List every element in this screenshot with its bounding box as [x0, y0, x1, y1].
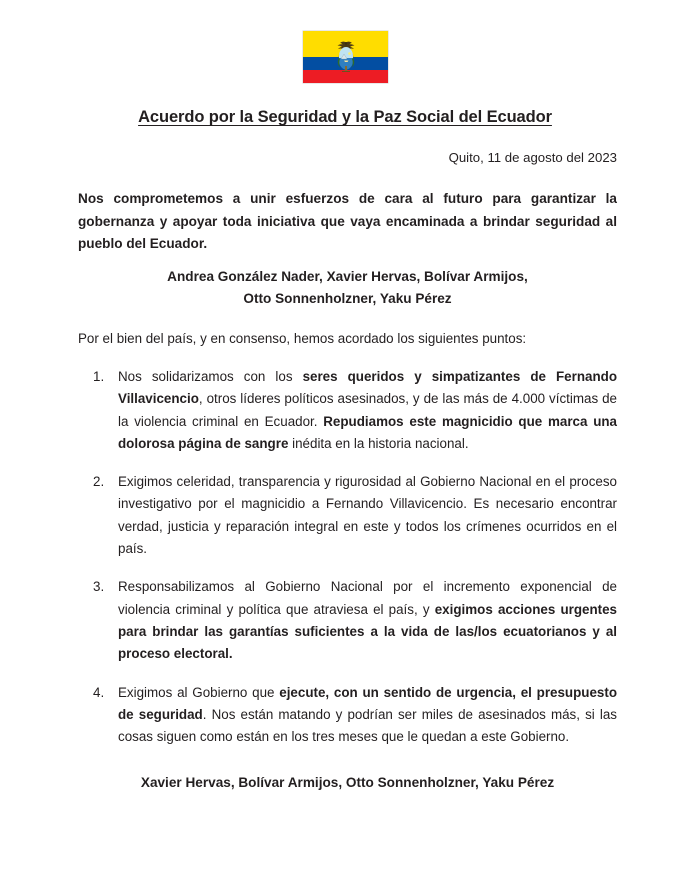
flag-graphic [303, 31, 388, 83]
signatories-header-line-1: Andrea González Nader, Xavier Hervas, Bolívar Armijos, [167, 269, 528, 284]
intro-paragraph: Nos comprometemos a unir esfuerzos de cara al futuro para garantizar la gobernanza y apoyar toda iniciativa que vaya encaminada a brindar seguridad al pueblo del Ecuador. [78, 191, 617, 251]
agreement-point-text [118, 369, 617, 451]
agreement-point [78, 682, 617, 749]
ecuador-flag [303, 31, 388, 83]
agreement-point-text [118, 685, 617, 745]
signature-line: Xavier Hervas, Bolívar Armijos, Otto Sonnenholzner, Yaku Pérez [140, 775, 555, 790]
agreement-point [78, 576, 617, 665]
coat-of-arms-icon [333, 40, 359, 74]
signatories-header [78, 266, 617, 309]
agreement-point-number: 4. [93, 684, 105, 700]
page-title [0, 108, 690, 127]
agreement-point [78, 366, 617, 455]
agreement-point-text [118, 474, 617, 556]
agreement-point-number: 2. [93, 474, 105, 490]
text-run: . Nos están matando y podrían ser miles de asesinados más, si las cosas siguen como están en los tres meses que le quedan a este Gobierno. [118, 706, 618, 745]
emphasis-run: seres queridos y simpatizantes de Fernando Villavicencio [118, 369, 617, 407]
agreement-point-number: 3. [93, 579, 105, 595]
emphasis-run: ejecute, con un sentido de urgencia, el presupuesto de seguridad [118, 684, 617, 722]
agreement-points-list [78, 366, 617, 764]
text-run: Nos solidarizamos con los [118, 369, 303, 384]
page-title-text: Acuerdo por la Seguridad y la Paz Social del Ecuador [138, 108, 552, 126]
date-line: Quito, 11 de agosto del 2023 [448, 150, 617, 165]
agreement-point-number: 1. [93, 369, 105, 384]
emphasis-run: exigimos acciones urgentes para brindar las garantías suficientes a la vida de las/los ecuatorianos y al proceso electoral. [118, 601, 617, 662]
agreement-point [78, 471, 617, 560]
text-run: Responsabilizamos al Gobierno Nacional por el incremento exponencial de violencia criminal y política que atraviesa el país, y [118, 579, 617, 617]
text-run: , otros líderes políticos asesinados, y de las más de 4.000 víctimas de la violencia criminal en Ecuador. [118, 391, 617, 429]
signatories-header-line-2: Otto Sonnenholzner, Yaku Pérez [243, 290, 452, 306]
text-run: inédita en la historia nacional. [288, 435, 469, 451]
agreement-point-text [118, 579, 617, 661]
emphasis-run: Repudiamos este magnicidio que marca una dolorosa página de sangre [118, 413, 617, 451]
lead-in-sentence: Por el bien del país, y en consenso, hemos acordado los siguientes puntos: [78, 331, 527, 346]
text-run: Exigimos celeridad, transparencia y rigurosidad al Gobierno Nacional en el proceso investigativo por el magnicidio a Fernando Villavicencio. Es necesario encontrar verdad, justicia y reparación integral en este y todos los crímenes ocurridos en el país. [118, 474, 617, 557]
text-run: Exigimos al Gobierno que [118, 684, 280, 700]
